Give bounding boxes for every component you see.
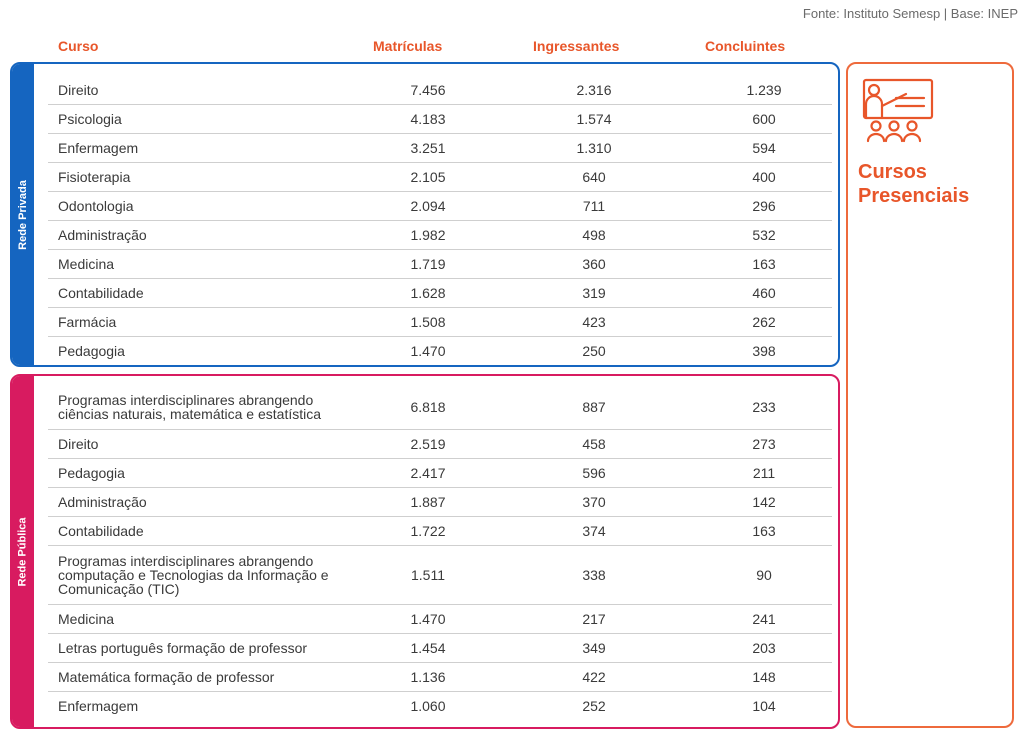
cell-ingressantes: 423 [582, 314, 606, 330]
cell-matriculas: 1.719 [410, 256, 446, 272]
cell-matriculas: 2.519 [410, 436, 446, 452]
cell-curso: Letras português formação de professor [58, 640, 308, 656]
table-row [48, 279, 832, 308]
cell-ingressantes: 711 [582, 198, 606, 214]
table-row [48, 459, 832, 488]
cell-matriculas: 1.511 [411, 567, 445, 583]
cell-concluintes: 163 [752, 256, 776, 272]
header-concluintes: Concluintes [705, 38, 786, 54]
cell-concluintes: 203 [752, 640, 776, 656]
table-row [48, 605, 832, 634]
cell-concluintes: 600 [752, 111, 776, 127]
cell-curso: Direito [58, 436, 99, 452]
table-row [48, 105, 832, 134]
cell-concluintes: 104 [752, 698, 776, 714]
cell-ingressantes: 338 [582, 567, 606, 583]
cell-curso: Programas interdisciplinares abrangendo ciências naturais, matemática e estatística [58, 391, 322, 422]
cell-matriculas: 3.251 [410, 140, 446, 156]
header-matriculas: Matrículas [373, 38, 443, 54]
cell-concluintes: 262 [752, 314, 776, 330]
cell-concluintes: 241 [752, 611, 776, 627]
table-row [48, 250, 832, 279]
cell-ingressantes: 458 [582, 436, 606, 452]
cursos-presenciais-panel [846, 62, 1014, 728]
rede-privada-side-label: Rede Privada [12, 64, 34, 365]
cell-concluintes: 594 [752, 140, 776, 156]
panel-title: Cursos Presenciais [858, 161, 970, 207]
cell-concluintes: 460 [752, 285, 776, 301]
rede-privada-rows [48, 76, 832, 365]
cell-ingressantes: 374 [582, 523, 606, 539]
cell-concluintes: 400 [752, 169, 776, 185]
table-row [48, 192, 832, 221]
cell-curso: Psicologia [58, 111, 122, 127]
cell-matriculas: 1.060 [410, 698, 446, 714]
cell-curso: Contabilidade [58, 285, 144, 301]
cell-ingressantes: 360 [582, 256, 606, 272]
table-row [48, 221, 832, 250]
cell-concluintes: 163 [752, 523, 776, 539]
cell-curso: Administração [58, 227, 147, 243]
table-row [48, 163, 832, 192]
table-row [48, 430, 832, 459]
cell-matriculas: 2.417 [410, 465, 446, 481]
cell-ingressantes: 1.310 [576, 140, 612, 156]
cell-matriculas: 1.454 [410, 640, 446, 656]
cell-curso: Farmácia [58, 314, 117, 330]
cell-matriculas: 2.105 [410, 169, 446, 185]
cell-matriculas: 1.136 [410, 669, 446, 685]
table-row [48, 517, 832, 546]
cell-curso: Pedagogia [58, 465, 125, 481]
cell-matriculas: 6.818 [410, 398, 446, 415]
cell-concluintes: 1.239 [746, 82, 782, 98]
cell-ingressantes: 319 [582, 285, 606, 301]
cell-curso: Odontologia [58, 198, 134, 214]
cell-matriculas: 1.982 [410, 227, 446, 243]
header-curso: Curso [58, 38, 99, 54]
table-row [48, 384, 832, 430]
cell-matriculas: 1.470 [410, 343, 446, 359]
cell-curso: Administração [58, 494, 147, 510]
cell-concluintes: 142 [752, 494, 776, 510]
table-row [48, 663, 832, 692]
cell-ingressantes: 349 [582, 640, 606, 656]
cell-curso: Medicina [58, 611, 115, 627]
classroom-presentation-icon [856, 78, 936, 144]
cell-matriculas: 1.628 [410, 285, 446, 301]
table-row [48, 308, 832, 337]
cell-curso: Programas interdisciplinares abrangendo computação e Tecnologias da Informação e Comunicação (TIC) [58, 553, 329, 597]
cell-ingressantes: 1.574 [576, 111, 612, 127]
cell-curso: Pedagogia [58, 343, 125, 359]
rede-privada-group [10, 62, 840, 367]
cell-ingressantes: 217 [582, 611, 606, 627]
cell-curso: Matemática formação de professor [58, 669, 275, 685]
rede-publica-group [10, 374, 840, 729]
cell-matriculas: 1.722 [410, 523, 446, 539]
cell-ingressantes: 252 [582, 698, 606, 714]
cell-curso: Direito [58, 82, 99, 98]
cell-matriculas: 4.183 [410, 111, 446, 127]
cell-concluintes: 296 [752, 198, 776, 214]
cell-matriculas: 1.887 [410, 494, 446, 510]
cell-ingressantes: 640 [582, 169, 606, 185]
cell-matriculas: 7.456 [410, 82, 446, 98]
cell-concluintes: 532 [752, 227, 776, 243]
table-row [48, 134, 832, 163]
table-row [48, 692, 832, 720]
cell-concluintes: 211 [752, 465, 776, 481]
table-row [48, 76, 832, 105]
cell-curso: Enfermagem [58, 698, 139, 714]
cell-ingressantes: 370 [582, 494, 606, 510]
header-ingressantes: Ingressantes [533, 38, 620, 54]
cell-concluintes: 90 [756, 567, 772, 583]
rede-publica-rows [48, 384, 832, 720]
cell-ingressantes: 422 [582, 669, 606, 685]
cell-ingressantes: 596 [582, 465, 606, 481]
cell-matriculas: 2.094 [410, 198, 446, 214]
source-note: Fonte: Instituto Semesp | Base: INEP [802, 6, 1018, 21]
cell-ingressantes: 498 [582, 227, 606, 243]
table-row [48, 488, 832, 517]
table-header [0, 38, 840, 58]
cell-ingressantes: 887 [582, 398, 606, 415]
cell-concluintes: 398 [752, 343, 776, 359]
cell-curso: Medicina [58, 256, 115, 272]
cell-matriculas: 1.470 [410, 611, 446, 627]
cell-matriculas: 1.508 [410, 314, 446, 330]
cell-concluintes: 148 [752, 669, 776, 685]
cell-curso: Enfermagem [58, 140, 139, 156]
cell-ingressantes: 2.316 [576, 82, 612, 98]
cell-concluintes: 273 [752, 436, 776, 452]
cell-concluintes: 233 [752, 398, 776, 415]
table-row [48, 337, 832, 365]
table-row [48, 546, 832, 605]
cell-curso: Contabilidade [58, 523, 144, 539]
cell-curso: Fisioterapia [58, 169, 131, 185]
rede-publica-side-label: Rede Pública [12, 376, 34, 727]
cell-ingressantes: 250 [582, 343, 606, 359]
table-row [48, 634, 832, 663]
